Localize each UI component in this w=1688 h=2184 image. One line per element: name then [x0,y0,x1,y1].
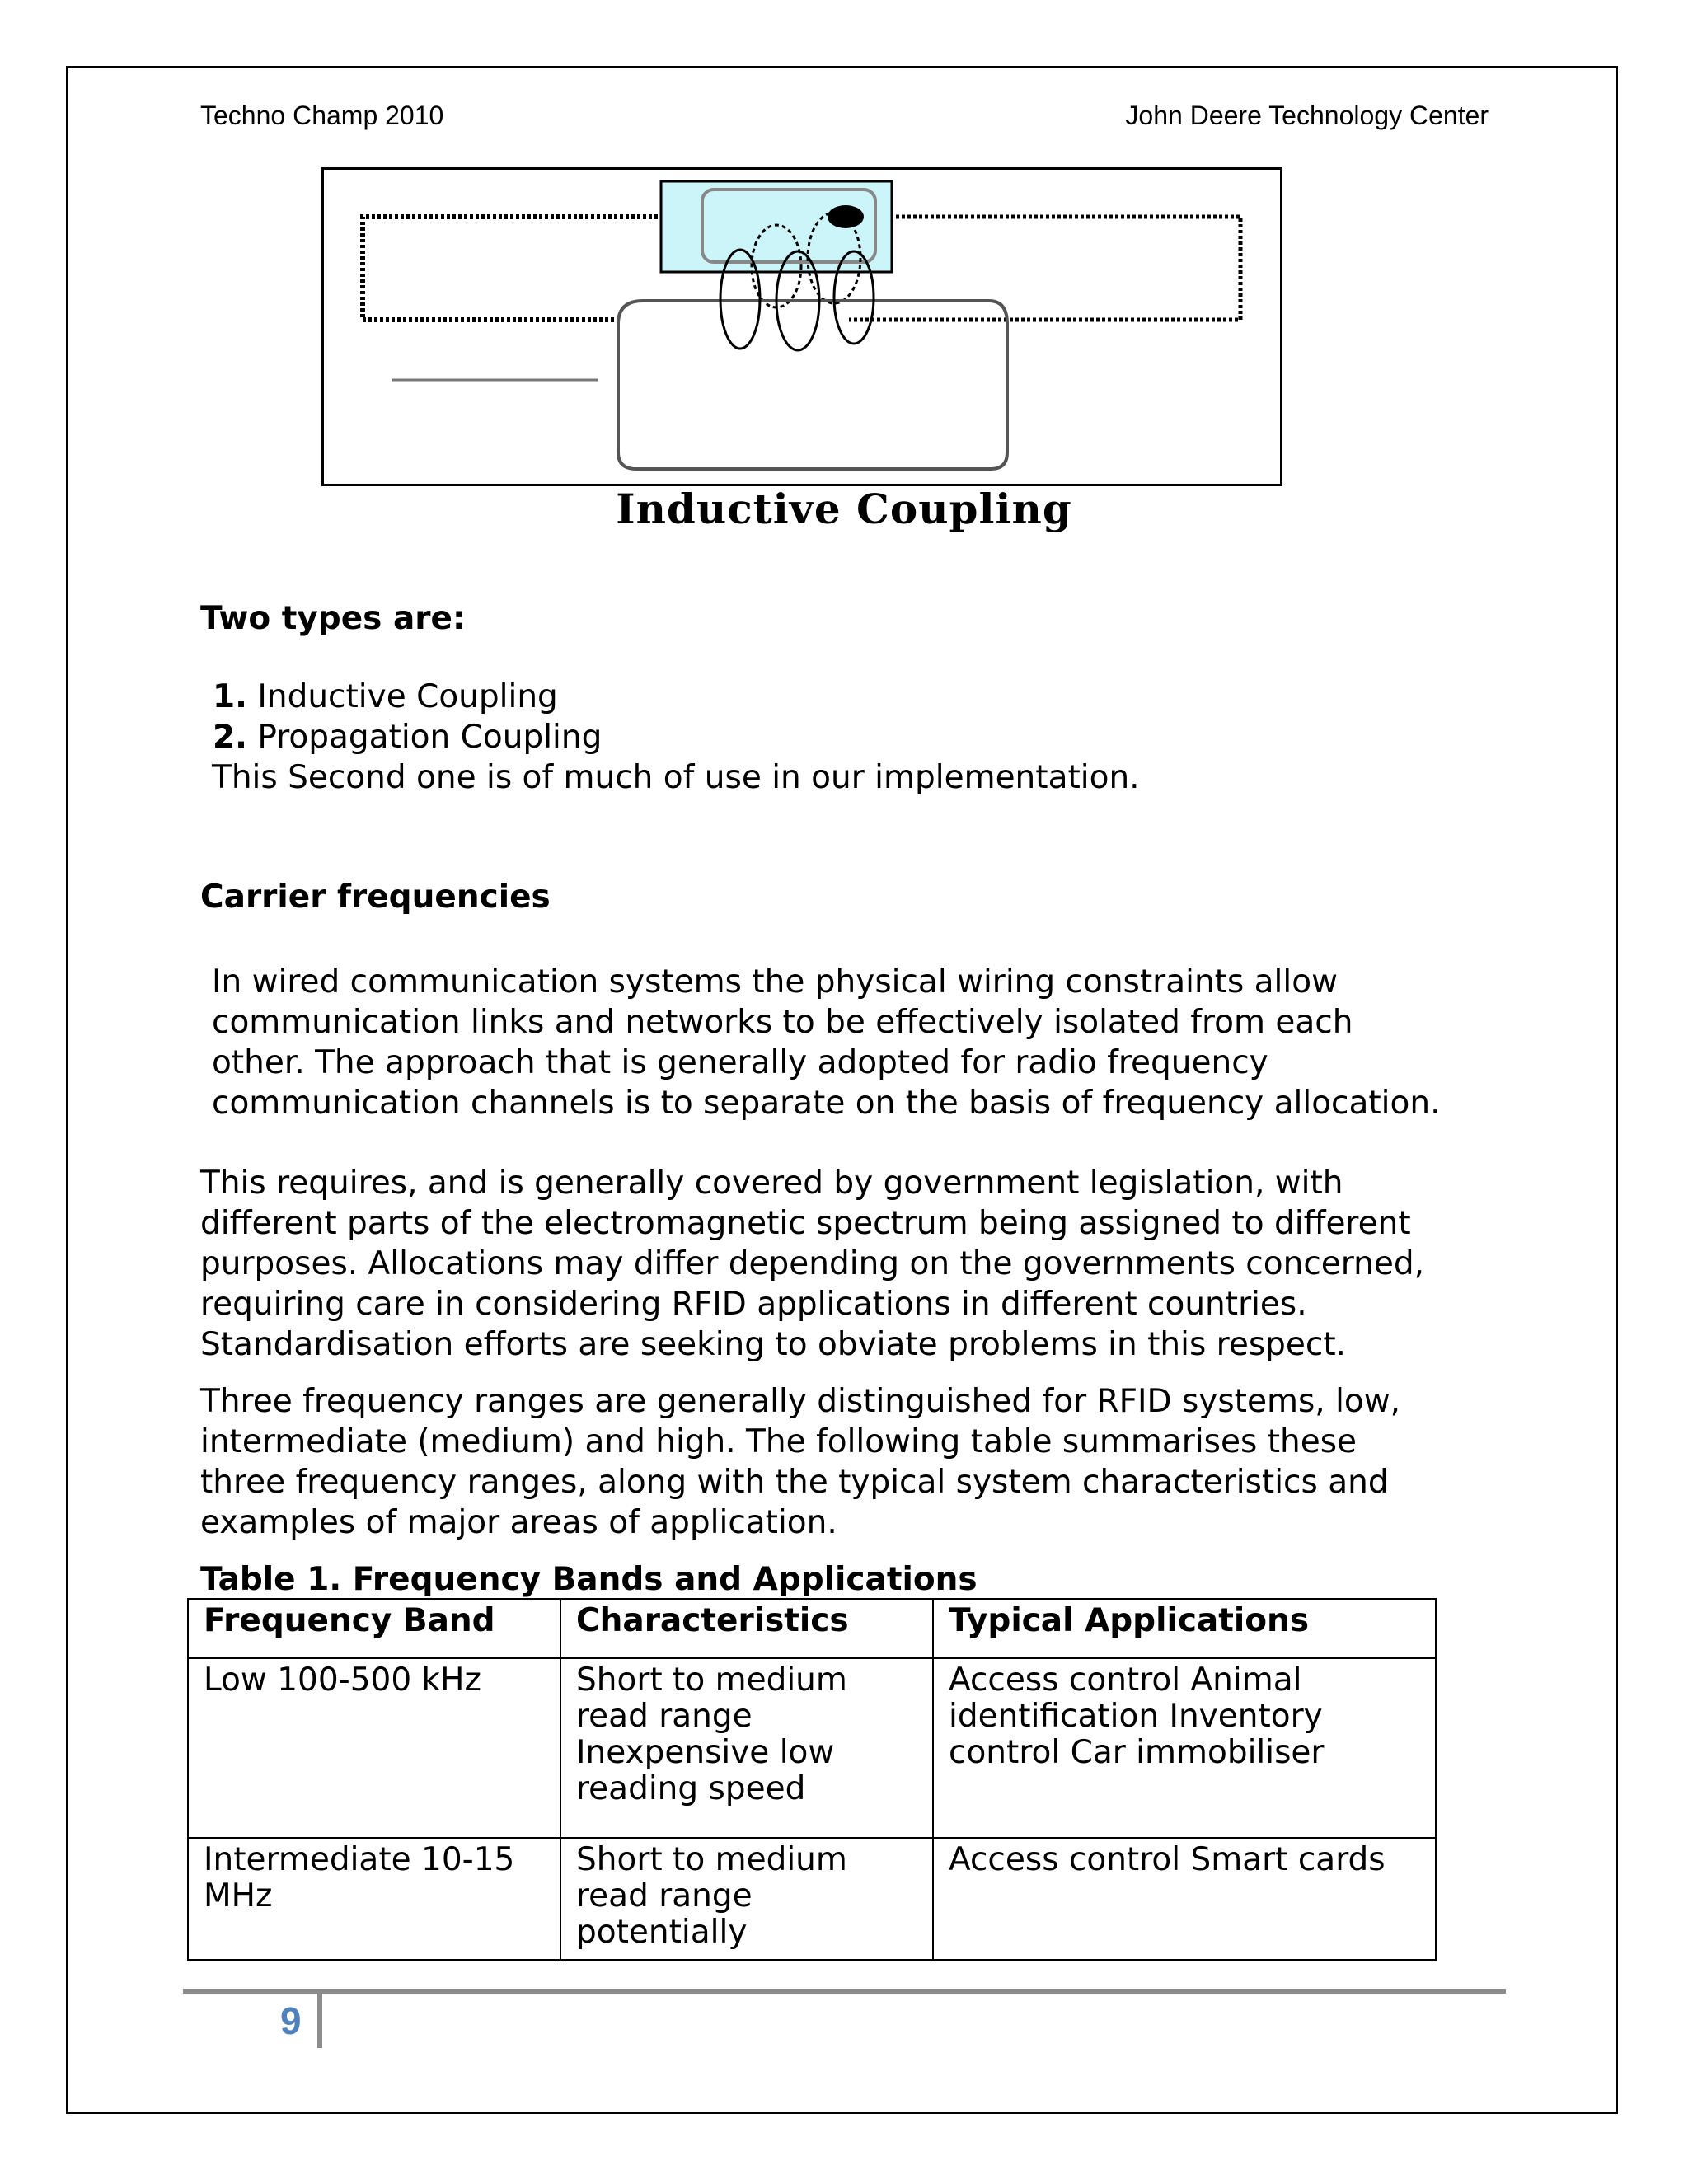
cell-line: Inexpensive low [576,1734,835,1771]
inductive-coupling-diagram [321,167,1282,486]
cell-line: Intermediate 10-15 [204,1841,515,1878]
cell-line: Short to medium [576,1841,847,1878]
column-header: Frequency Band [188,1599,560,1658]
paragraph-line: requiring care in considering RFID applications in different countries. [200,1286,1307,1323]
list-item-label: Inductive Coupling [257,678,558,715]
paragraph-line: purposes. Allocations may differ depending on the governments concerned, [200,1245,1424,1282]
table-row [188,1838,1436,1960]
table-cell-characteristics [560,1658,933,1838]
column-header: Characteristics [560,1599,933,1658]
table-caption: Table 1. Frequency Bands and Applications [200,1561,978,1598]
header-right-title: John Deere Technology Center [1125,101,1489,130]
paragraph-line: communication channels is to separate on the basis of frequency allocation. [212,1085,1441,1122]
reader-box [661,181,892,272]
table-cell-characteristics [560,1838,933,1960]
paragraph-line: Standardisation efforts are seeking to obviate problems in this respect. [200,1326,1347,1363]
cell-line: MHz [204,1877,273,1915]
table-cell-applications [933,1838,1436,1960]
carrier-heading: Carrier frequencies [200,879,551,916]
reader-chip [828,205,864,228]
cell-line: Low 100-500 kHz [204,1661,481,1699]
cell-line: control Car immobiliser [949,1734,1325,1771]
paragraph-line: other. The approach that is generally adopted for radio frequency [212,1044,1268,1081]
frequency-table [187,1598,1437,1961]
paragraph-line: This requires, and is generally covered by government legislation, with [200,1165,1343,1202]
cell-line: potentially [576,1914,748,1951]
paragraph-line: different parts of the electromagnetic spectrum being assigned to different [200,1205,1411,1242]
types-note: This Second one is of much of use in our implementation. [212,759,1140,796]
types-heading: Two types are: [200,600,466,637]
header-left-title: Techno Champ 2010 [200,101,444,130]
cell-line: read range [576,1698,753,1735]
list-item-number: 1. [213,678,247,715]
figure-caption: Inductive Coupling [616,485,1072,533]
paragraph-line: In wired communication systems the physical wiring constraints allow [212,963,1338,1001]
cell-line: reading speed [576,1770,806,1807]
list-item-number: 2. [213,719,247,756]
cell-line: Short to medium [576,1661,847,1699]
table-cell-band [188,1838,560,1960]
paragraph-line: Three frequency ranges are generally distinguished for RFID systems, low, [200,1383,1401,1420]
table-row [188,1658,1436,1838]
paragraph-line: three frequency ranges, along with the typical system characteristics and [200,1464,1389,1501]
cell-line: Access control Animal [949,1661,1302,1699]
table-cell-applications [933,1658,1436,1838]
cell-line: identification Inventory [949,1698,1323,1735]
cell-line: read range [576,1877,753,1915]
list-item-label: Propagation Coupling [257,719,603,756]
cell-line: Access control Smart cards [949,1841,1386,1878]
paragraph-line: communication links and networks to be effectively isolated from each [212,1004,1353,1041]
list-item [213,677,558,717]
paragraph-line: examples of major areas of application. [200,1504,837,1541]
paragraph-line: intermediate (medium) and high. The following table summarises these [200,1423,1357,1460]
table-cell-band [188,1658,560,1838]
footer-rule [183,1989,1506,1994]
page-number: 9 [280,1999,302,2042]
list-item [213,717,602,757]
footer-divider [317,1994,322,2048]
column-header: Typical Applications [933,1599,1436,1658]
table-header-row [188,1599,1436,1658]
